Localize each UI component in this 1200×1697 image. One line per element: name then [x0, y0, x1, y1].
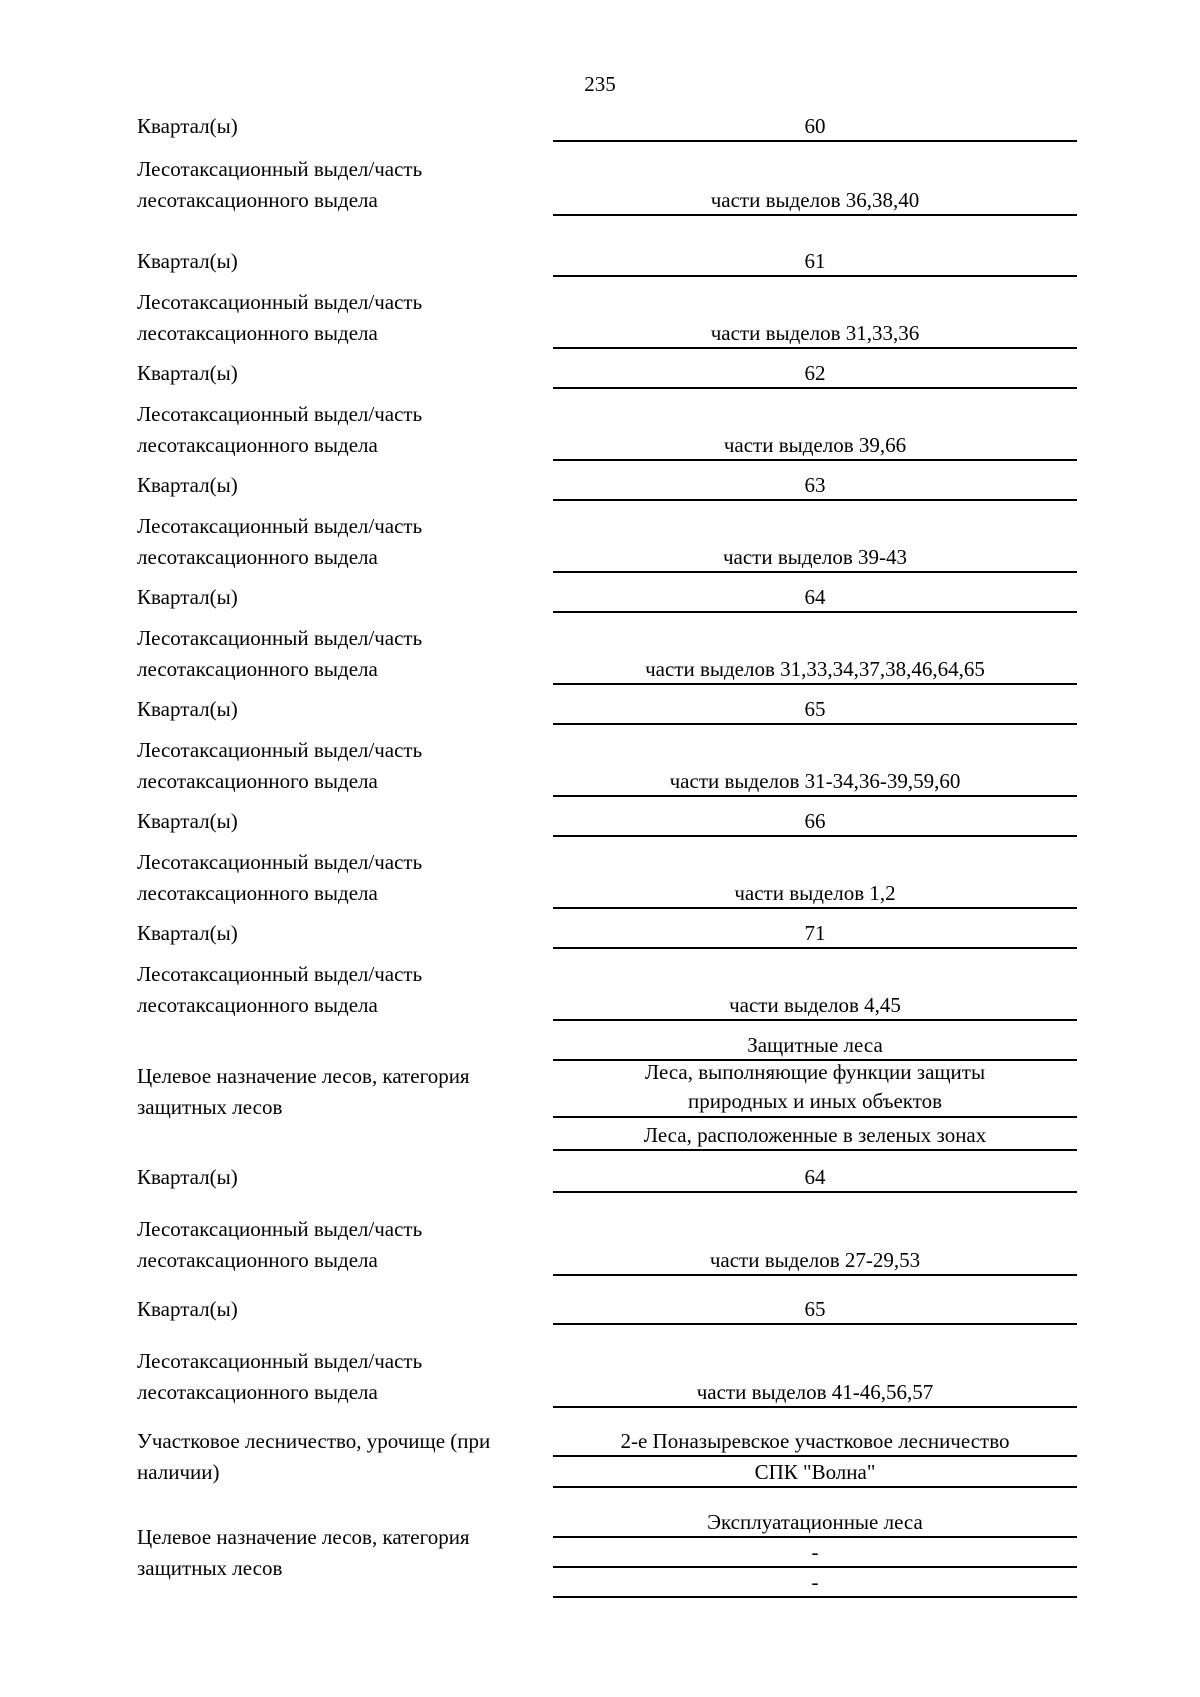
vydel-value: части выделов 31,33,36 — [553, 319, 1077, 349]
district-label-line2: наличии) — [137, 1460, 220, 1484]
vydel-label-line1: Лесотаксационный выдел/часть — [137, 157, 423, 181]
kvartal-value: 63 — [553, 471, 1077, 501]
vydel-value: части выделов 39,66 — [553, 431, 1077, 461]
vydel-label-line2: лесотаксационного выдела — [137, 1248, 378, 1272]
vydel-label-line2: лесотаксационного выдела — [137, 321, 378, 345]
kvartal-label: Квартал(ы) — [137, 697, 238, 721]
kvartal-label: Квартал(ы) — [137, 1297, 238, 1321]
vydel-value: части выделов 31,33,34,37,38,46,64,65 — [553, 655, 1077, 685]
category-line1: Леса, выполняющие функции защиты — [644, 1060, 986, 1084]
page-number: 235 — [584, 72, 616, 96]
vydel-label-line2: лесотаксационного выдела — [137, 657, 378, 681]
kvartal-label: Квартал(ы) — [137, 249, 238, 273]
purpose-label-line2: защитных лесов — [137, 1095, 283, 1119]
vydel-label-line2: лесотаксационного выдела — [137, 188, 378, 212]
vydel-label-line1: Лесотаксационный выдел/часть — [137, 1349, 423, 1373]
kvartal-value: 65 — [553, 695, 1077, 725]
forest-protection-subcategory: - — [553, 1568, 1077, 1598]
district-label-line1: Участковое лесничество, урочище (при — [137, 1429, 491, 1453]
kvartal-label: Квартал(ы) — [137, 921, 238, 945]
kvartal-label: Квартал(ы) — [137, 809, 238, 833]
forest-protection-subcategory: Леса, расположенные в зеленых зонах — [553, 1121, 1077, 1151]
kvartal-value: 71 — [553, 919, 1077, 949]
kvartal-label: Квартал(ы) — [137, 114, 238, 138]
kvartal-label: Квартал(ы) — [137, 473, 238, 497]
vydel-label-line1: Лесотаксационный выдел/часть — [137, 962, 423, 986]
vydel-label-line2: лесотаксационного выдела — [137, 769, 378, 793]
kvartal-value: 60 — [553, 112, 1077, 142]
vydel-label-line2: лесотаксационного выдела — [137, 881, 378, 905]
vydel-label-line2: лесотаксационного выдела — [137, 545, 378, 569]
district-tract: СПК "Волна" — [553, 1458, 1077, 1488]
vydel-value: части выделов 1,2 — [553, 879, 1077, 909]
vydel-label-line1: Лесотаксационный выдел/часть — [137, 1217, 423, 1241]
kvartal-value: 66 — [553, 807, 1077, 837]
forest-protection-category: - — [553, 1538, 1077, 1568]
forest-protection-category — [553, 1058, 1077, 1118]
vydel-value: части выделов 4,45 — [553, 991, 1077, 1021]
vydel-label-line2: лесотаксационного выдела — [137, 993, 378, 1017]
vydel-value: части выделов 27-29,53 — [553, 1246, 1077, 1276]
vydel-label-line1: Лесотаксационный выдел/часть — [137, 850, 423, 874]
forest-purpose-type: Эксплуатационные леса — [553, 1508, 1077, 1538]
kvartal-label: Квартал(ы) — [137, 585, 238, 609]
kvartal-value: 61 — [553, 247, 1077, 277]
vydel-label-line2: лесотаксационного выдела — [137, 433, 378, 457]
vydel-label-line1: Лесотаксационный выдел/часть — [137, 626, 423, 650]
kvartal-label: Квартал(ы) — [137, 361, 238, 385]
vydel-label-line1: Лесотаксационный выдел/часть — [137, 738, 423, 762]
kvartal-value: 65 — [553, 1295, 1077, 1325]
vydel-label-line1: Лесотаксационный выдел/часть — [137, 514, 423, 538]
vydel-label-line1: Лесотаксационный выдел/часть — [137, 290, 423, 314]
district-name: 2-е Поназыревское участковое лесничество — [553, 1427, 1077, 1457]
kvartal-value: 64 — [553, 583, 1077, 613]
vydel-label-line1: Лесотаксационный выдел/часть — [137, 402, 423, 426]
vydel-value: части выделов 36,38,40 — [553, 186, 1077, 216]
vydel-value: части выделов 31-34,36-39,59,60 — [553, 767, 1077, 797]
forest-purpose-type: Защитные леса — [553, 1031, 1077, 1061]
vydel-label-line2: лесотаксационного выдела — [137, 1380, 378, 1404]
kvartal-value: 62 — [553, 359, 1077, 389]
purpose-label-line2: защитных лесов — [137, 1556, 283, 1580]
kvartal-value: 64 — [553, 1163, 1077, 1193]
purpose-label-line1: Целевое назначение лесов, категория — [137, 1525, 470, 1549]
vydel-value: части выделов 39-43 — [553, 543, 1077, 573]
kvartal-label: Квартал(ы) — [137, 1165, 238, 1189]
category-line2: природных и иных объектов — [687, 1089, 943, 1113]
vydel-value: части выделов 41-46,56,57 — [553, 1378, 1077, 1408]
purpose-label-line1: Целевое назначение лесов, категория — [137, 1064, 470, 1088]
